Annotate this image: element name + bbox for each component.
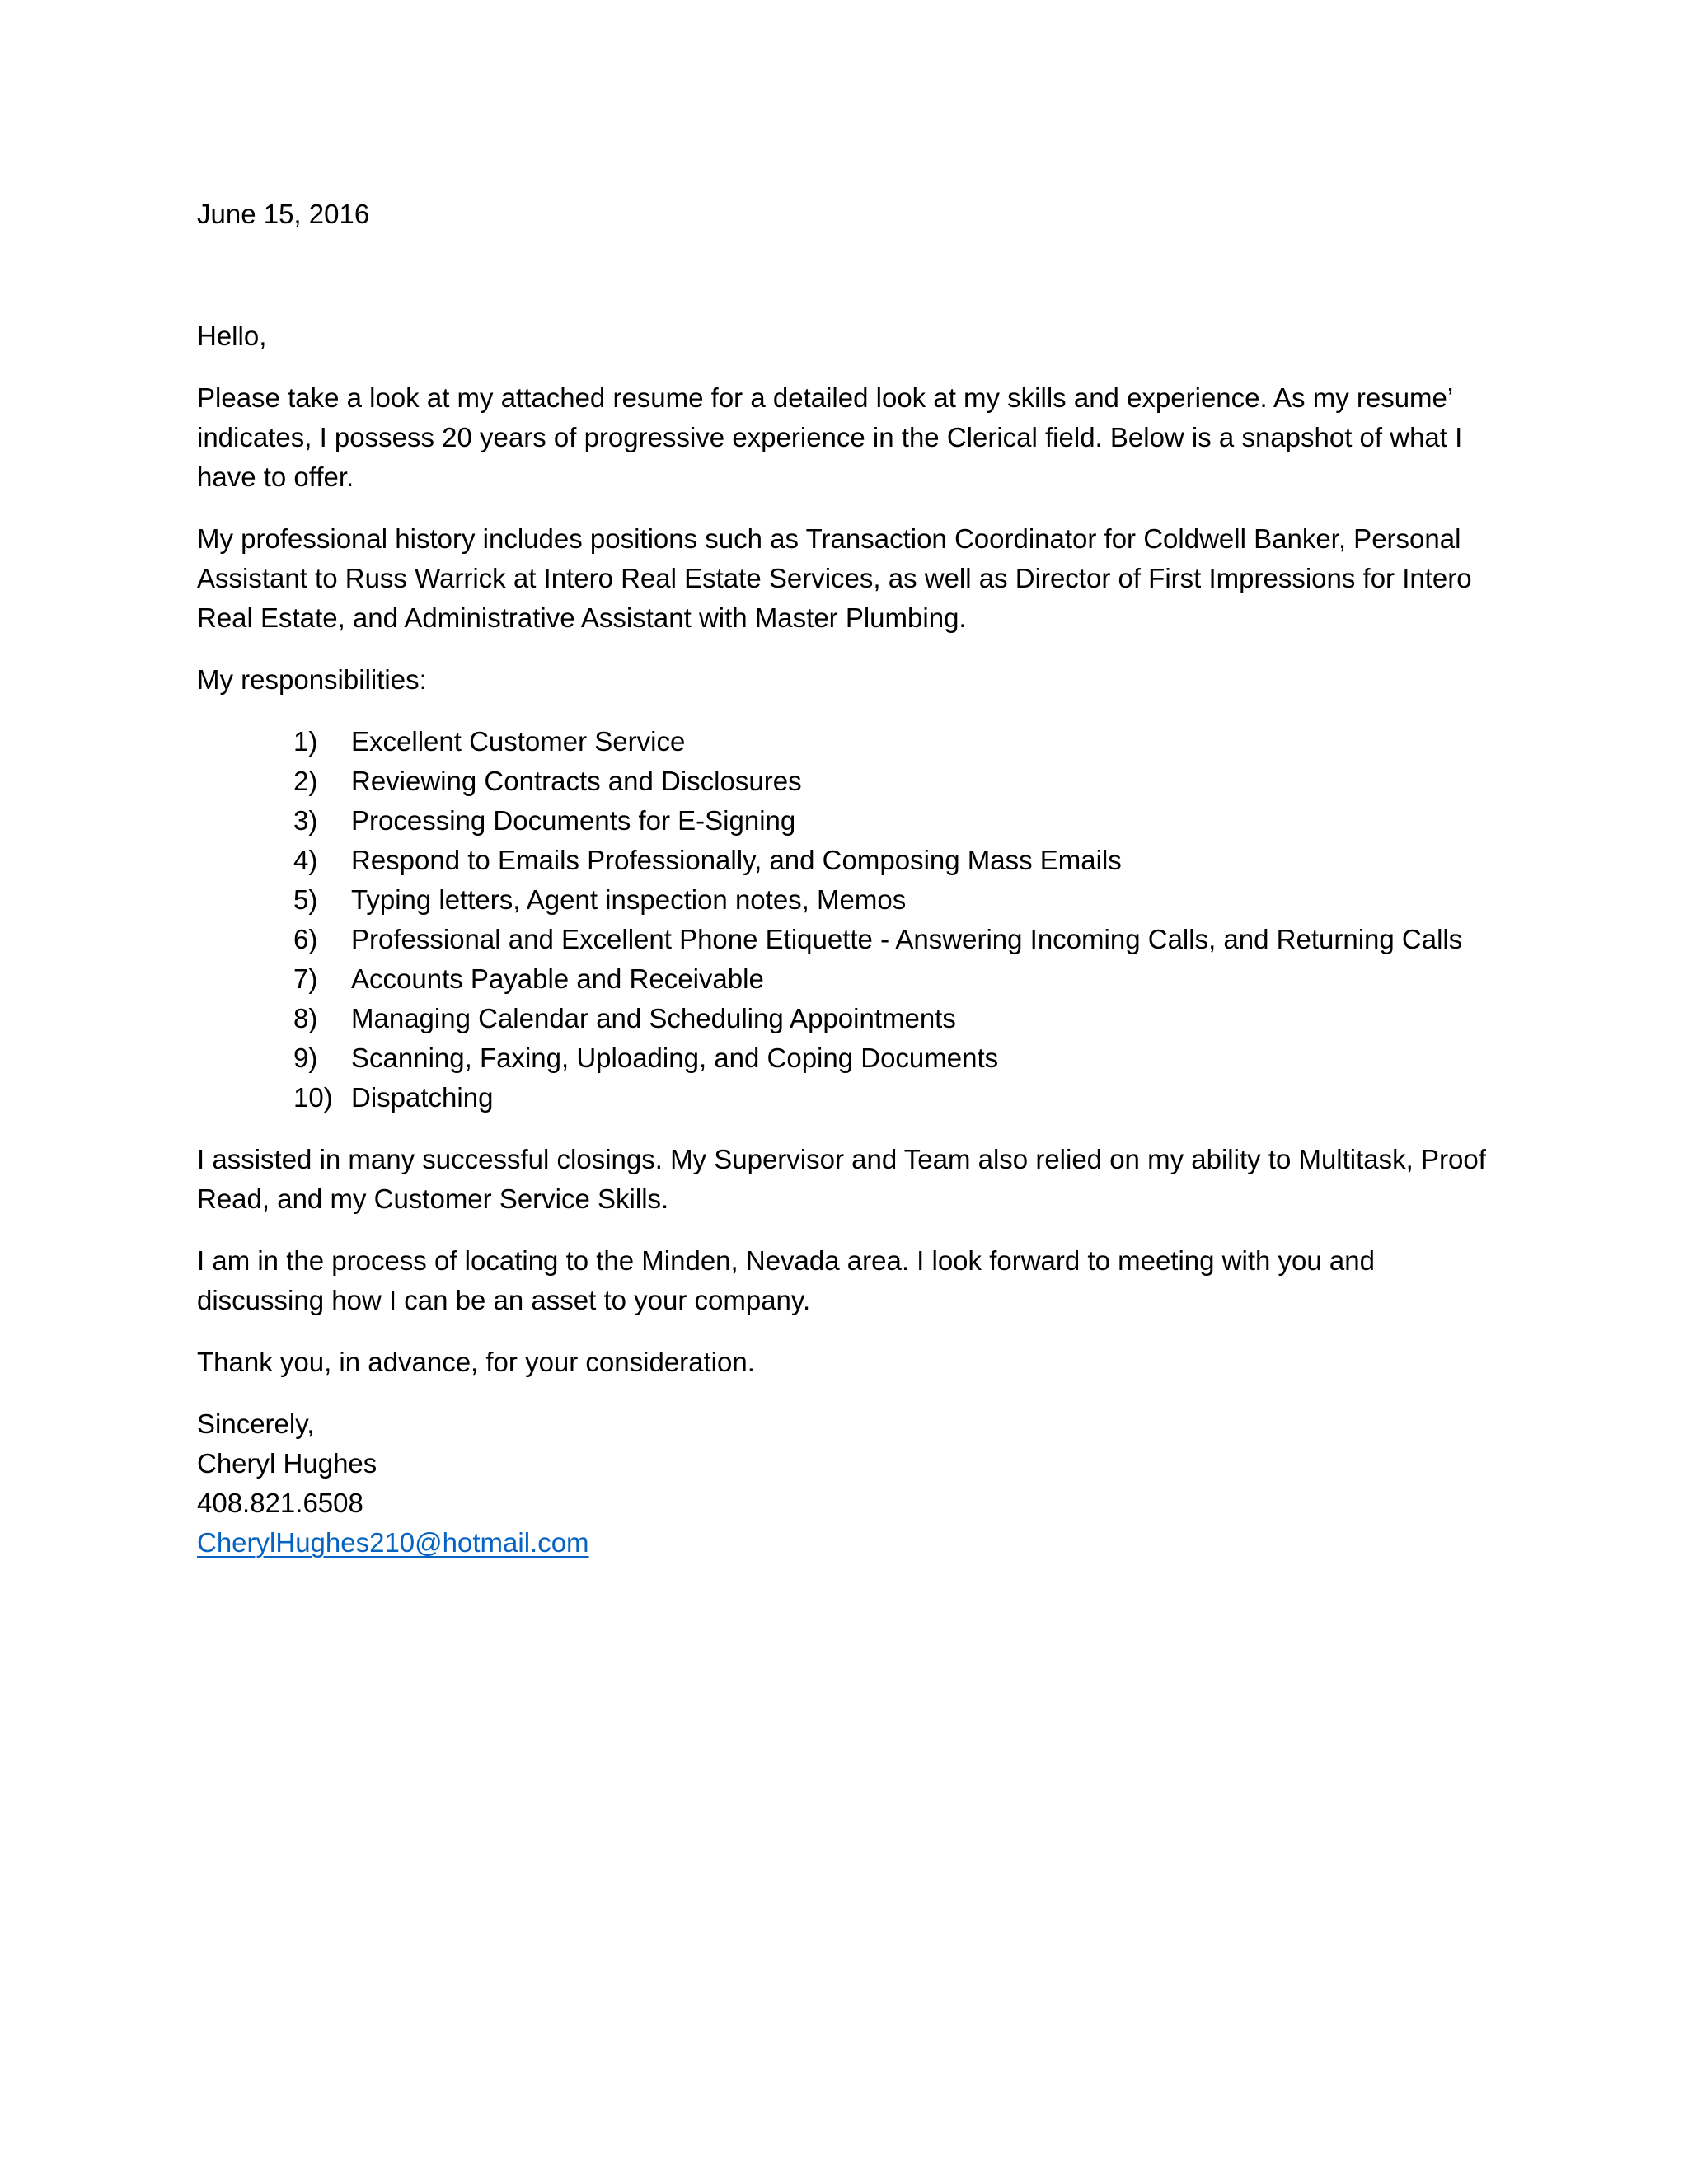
- signoff: Sincerely,: [197, 1408, 315, 1439]
- closings-paragraph: I assisted in many successful closings. My Supervisor and Team also relied on my ability to Multitask, Proof Read, and my Customer Service Skills.: [197, 1144, 1486, 1214]
- list-item: [197, 762, 1499, 801]
- sender-name: Cheryl Hughes: [197, 1448, 377, 1479]
- list-item: [197, 1078, 1499, 1118]
- list-item-number: 3): [293, 805, 318, 836]
- list-item: [197, 920, 1499, 959]
- list-item-text: Professional and Excellent Phone Etiquette - Answering Incoming Calls, and Returning Calls: [351, 924, 1463, 954]
- list-item: [197, 801, 1499, 841]
- list-item-number: 6): [293, 924, 318, 954]
- list-item-text: Typing letters, Agent inspection notes, Memos: [351, 884, 907, 915]
- history-paragraph: My professional history includes positions such as Transaction Coordinator for Coldwell Banker, Personal Assistant to Russ Warrick at Intero Real Estate Services, as well as Director of First Impressions for Intero Real Estate, and Administrative Assistant with Master Plumbing.: [197, 523, 1472, 633]
- list-item-text: Excellent Customer Service: [351, 726, 686, 757]
- list-item-number: 8): [293, 1003, 318, 1033]
- greeting: Hello,: [197, 321, 267, 351]
- letter-date: June 15, 2016: [197, 199, 370, 229]
- list-item-number: 9): [293, 1043, 318, 1073]
- thanks-line: Thank you, in advance, for your consideration.: [197, 1347, 755, 1377]
- list-item-text: Respond to Emails Professionally, and Composing Mass Emails: [351, 845, 1122, 875]
- list-item: [197, 1038, 1499, 1078]
- list-item-text: Reviewing Contracts and Disclosures: [351, 766, 802, 796]
- list-item: [197, 841, 1499, 880]
- list-item-text: Accounts Payable and Receivable: [351, 963, 764, 994]
- list-item-number: 2): [293, 766, 318, 796]
- responsibilities-list: [197, 722, 1499, 1118]
- list-item-text: Dispatching: [351, 1082, 494, 1113]
- list-item-number: 1): [293, 726, 318, 757]
- list-item: [197, 722, 1499, 762]
- relocation-paragraph: I am in the process of locating to the Minden, Nevada area. I look forward to meeting with you and discussing how I can be an asset to your company.: [197, 1245, 1375, 1315]
- intro-paragraph: Please take a look at my attached resume for a detailed look at my skills and experience. As my resume’ indicates, I possess 20 years of progressive experience in the Clerical field. Below is a snapshot of what I have to offer.: [197, 382, 1463, 492]
- list-item: [197, 959, 1499, 999]
- list-item-text: Managing Calendar and Scheduling Appointments: [351, 1003, 956, 1033]
- email-link[interactable]: CherylHughes210@hotmail.com: [197, 1527, 589, 1558]
- list-item-text: Processing Documents for E-Signing: [351, 805, 796, 836]
- list-item-text: Scanning, Faxing, Uploading, and Coping Documents: [351, 1043, 999, 1073]
- list-item: [197, 880, 1499, 920]
- list-item-number: 5): [293, 884, 318, 915]
- list-item: [197, 999, 1499, 1038]
- sender-phone: 408.821.6508: [197, 1488, 363, 1518]
- cover-letter: [197, 194, 1499, 1563]
- responsibilities-heading: My responsibilities:: [197, 664, 427, 695]
- signature-block: [197, 1404, 1499, 1563]
- sender-email-line: [197, 1523, 1499, 1563]
- list-item-number: 7): [293, 963, 318, 994]
- list-item-number: 10): [293, 1082, 333, 1113]
- list-item-number: 4): [293, 845, 318, 875]
